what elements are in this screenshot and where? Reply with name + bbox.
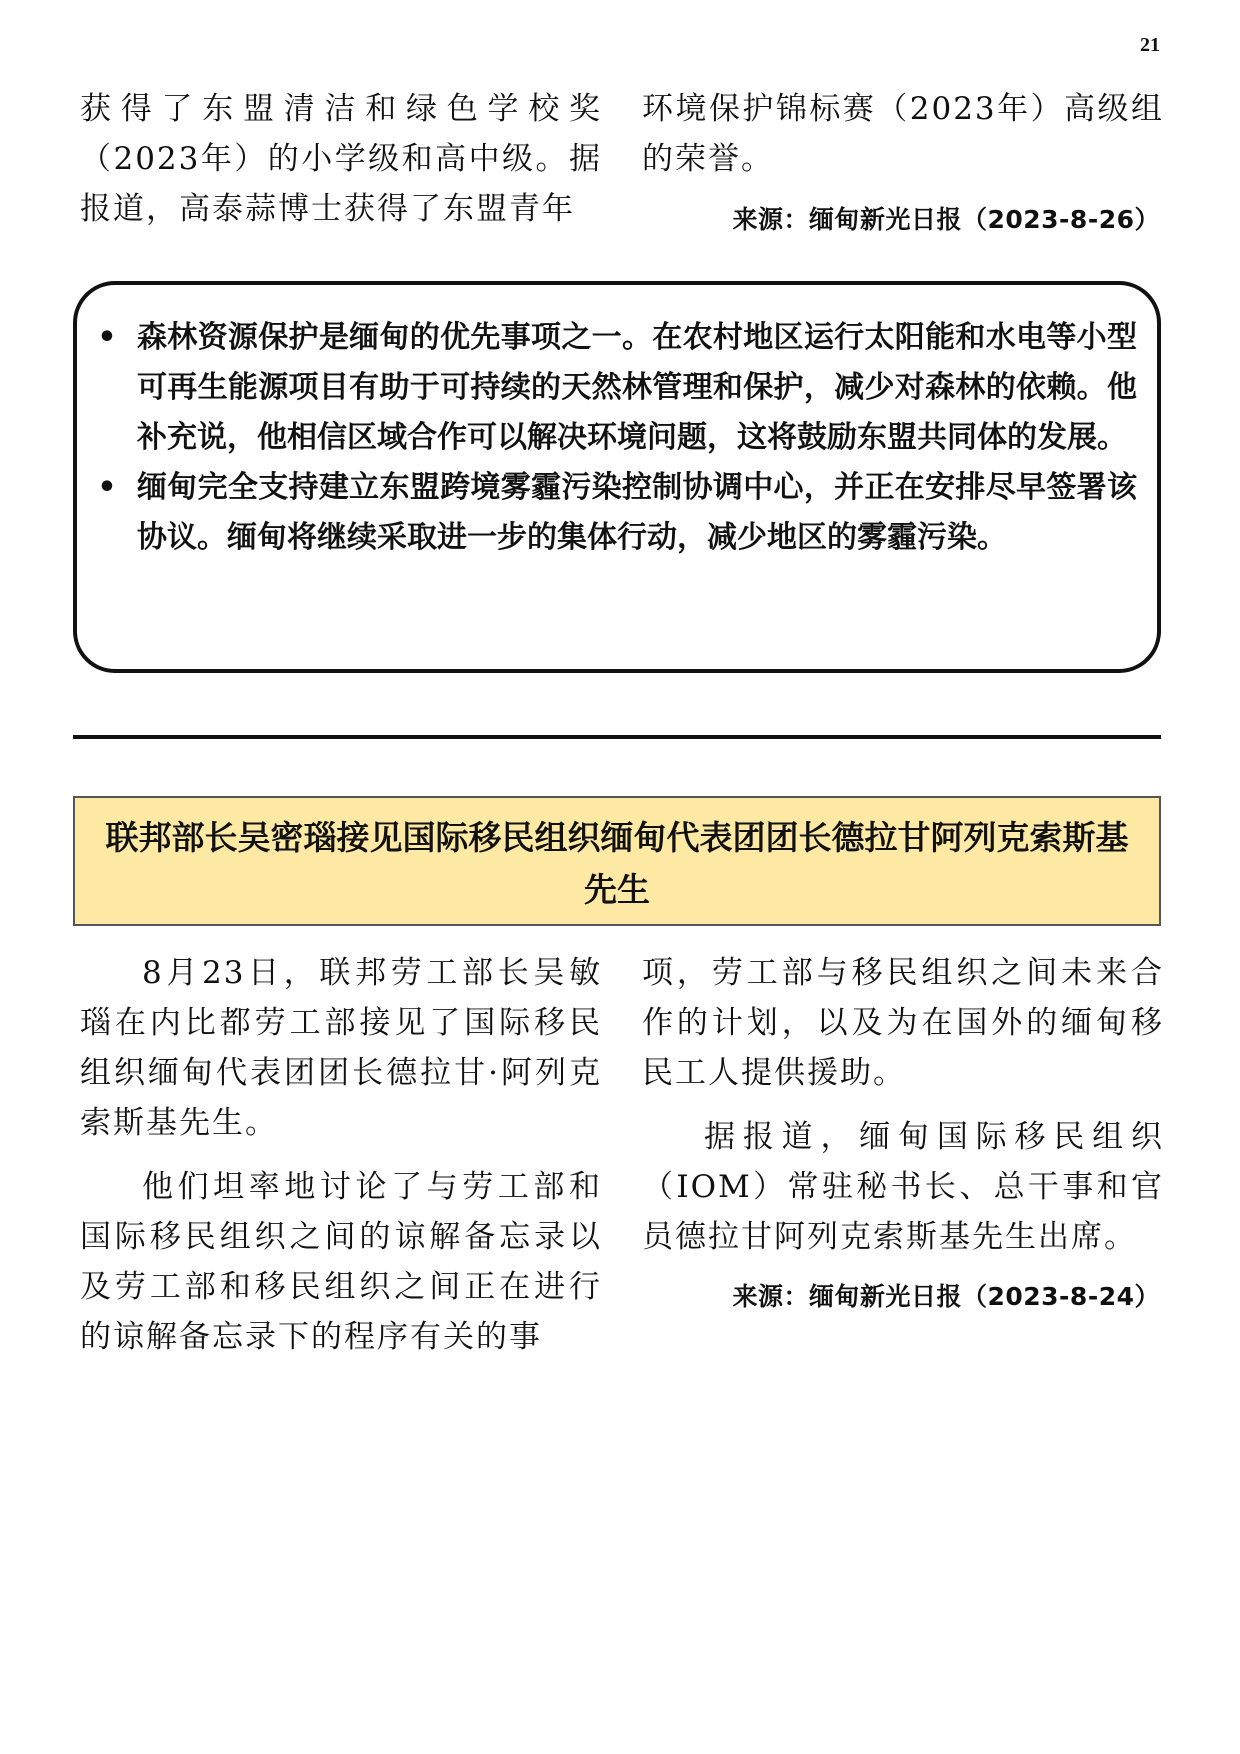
top-article-right-text: 环境保护锦标赛（2023年）高级组的荣誉。 bbox=[642, 91, 1164, 177]
top-article-left-text: 获得了东盟清洁和绿色学校奖（2023年）的小学级和高中级。据报道，高泰蒜博士获得了东盟青年 bbox=[80, 91, 602, 227]
article-paragraph: 8月23日，联邦劳工部长吴敏瑙在内比都劳工部接见了国际移民组织缅甸代表团团长德拉甘·阿列克索斯基先生。 bbox=[80, 955, 602, 1141]
bullet-icon: • bbox=[97, 470, 117, 505]
callout-list bbox=[97, 313, 1137, 563]
section-divider bbox=[73, 735, 1161, 739]
article-paragraph: 据报道，缅甸国际移民组织（IOM）常驻秘书长、总干事和官员德拉甘阿列克索斯基先生出席。 bbox=[642, 1119, 1164, 1255]
top-article-source: 来源：缅甸新光日报（2023-8-26） bbox=[732, 205, 1160, 234]
callout-item-text: 森林资源保护是缅甸的优先事项之一。在农村地区运行太阳能和水电等小型可再生能源项目有助于可持续的天然林管理和保护，减少对森林的依赖。他补充说，他相信区域合作可以解决环境问题，这将鼓励东盟共同体的发展。 bbox=[137, 320, 1137, 455]
article-right-column bbox=[642, 948, 1164, 1262]
top-article-left-column bbox=[80, 84, 602, 234]
article-headline: 联邦部长吴密瑙接见国际移民组织缅甸代表团团长德拉甘阿列克索斯基先生 bbox=[105, 818, 1129, 909]
callout-box bbox=[73, 281, 1161, 673]
top-article-right-column bbox=[642, 84, 1164, 184]
headline-box bbox=[73, 796, 1161, 926]
article-source: 来源：缅甸新光日报（2023-8-24） bbox=[732, 1282, 1160, 1311]
article-paragraph: 他们坦率地讨论了与劳工部和国际移民组织之间的谅解备忘录以及劳工部和移民组织之间正在进行的谅解备忘录下的程序有关的事 bbox=[80, 1169, 602, 1355]
page-number: 21 bbox=[1140, 34, 1160, 56]
callout-item-text: 缅甸完全支持建立东盟跨境雾霾污染控制协调中心，并正在安排尽早签署该协议。缅甸将继续采取进一步的集体行动，减少地区的雾霾污染。 bbox=[137, 470, 1137, 555]
callout-item bbox=[97, 463, 1137, 563]
callout-item bbox=[97, 313, 1137, 463]
article-left-column bbox=[80, 948, 602, 1362]
article-paragraph: 项，劳工部与移民组织之间未来合作的计划，以及为在国外的缅甸移民工人提供援助。 bbox=[642, 955, 1164, 1091]
bullet-icon: • bbox=[97, 320, 117, 355]
